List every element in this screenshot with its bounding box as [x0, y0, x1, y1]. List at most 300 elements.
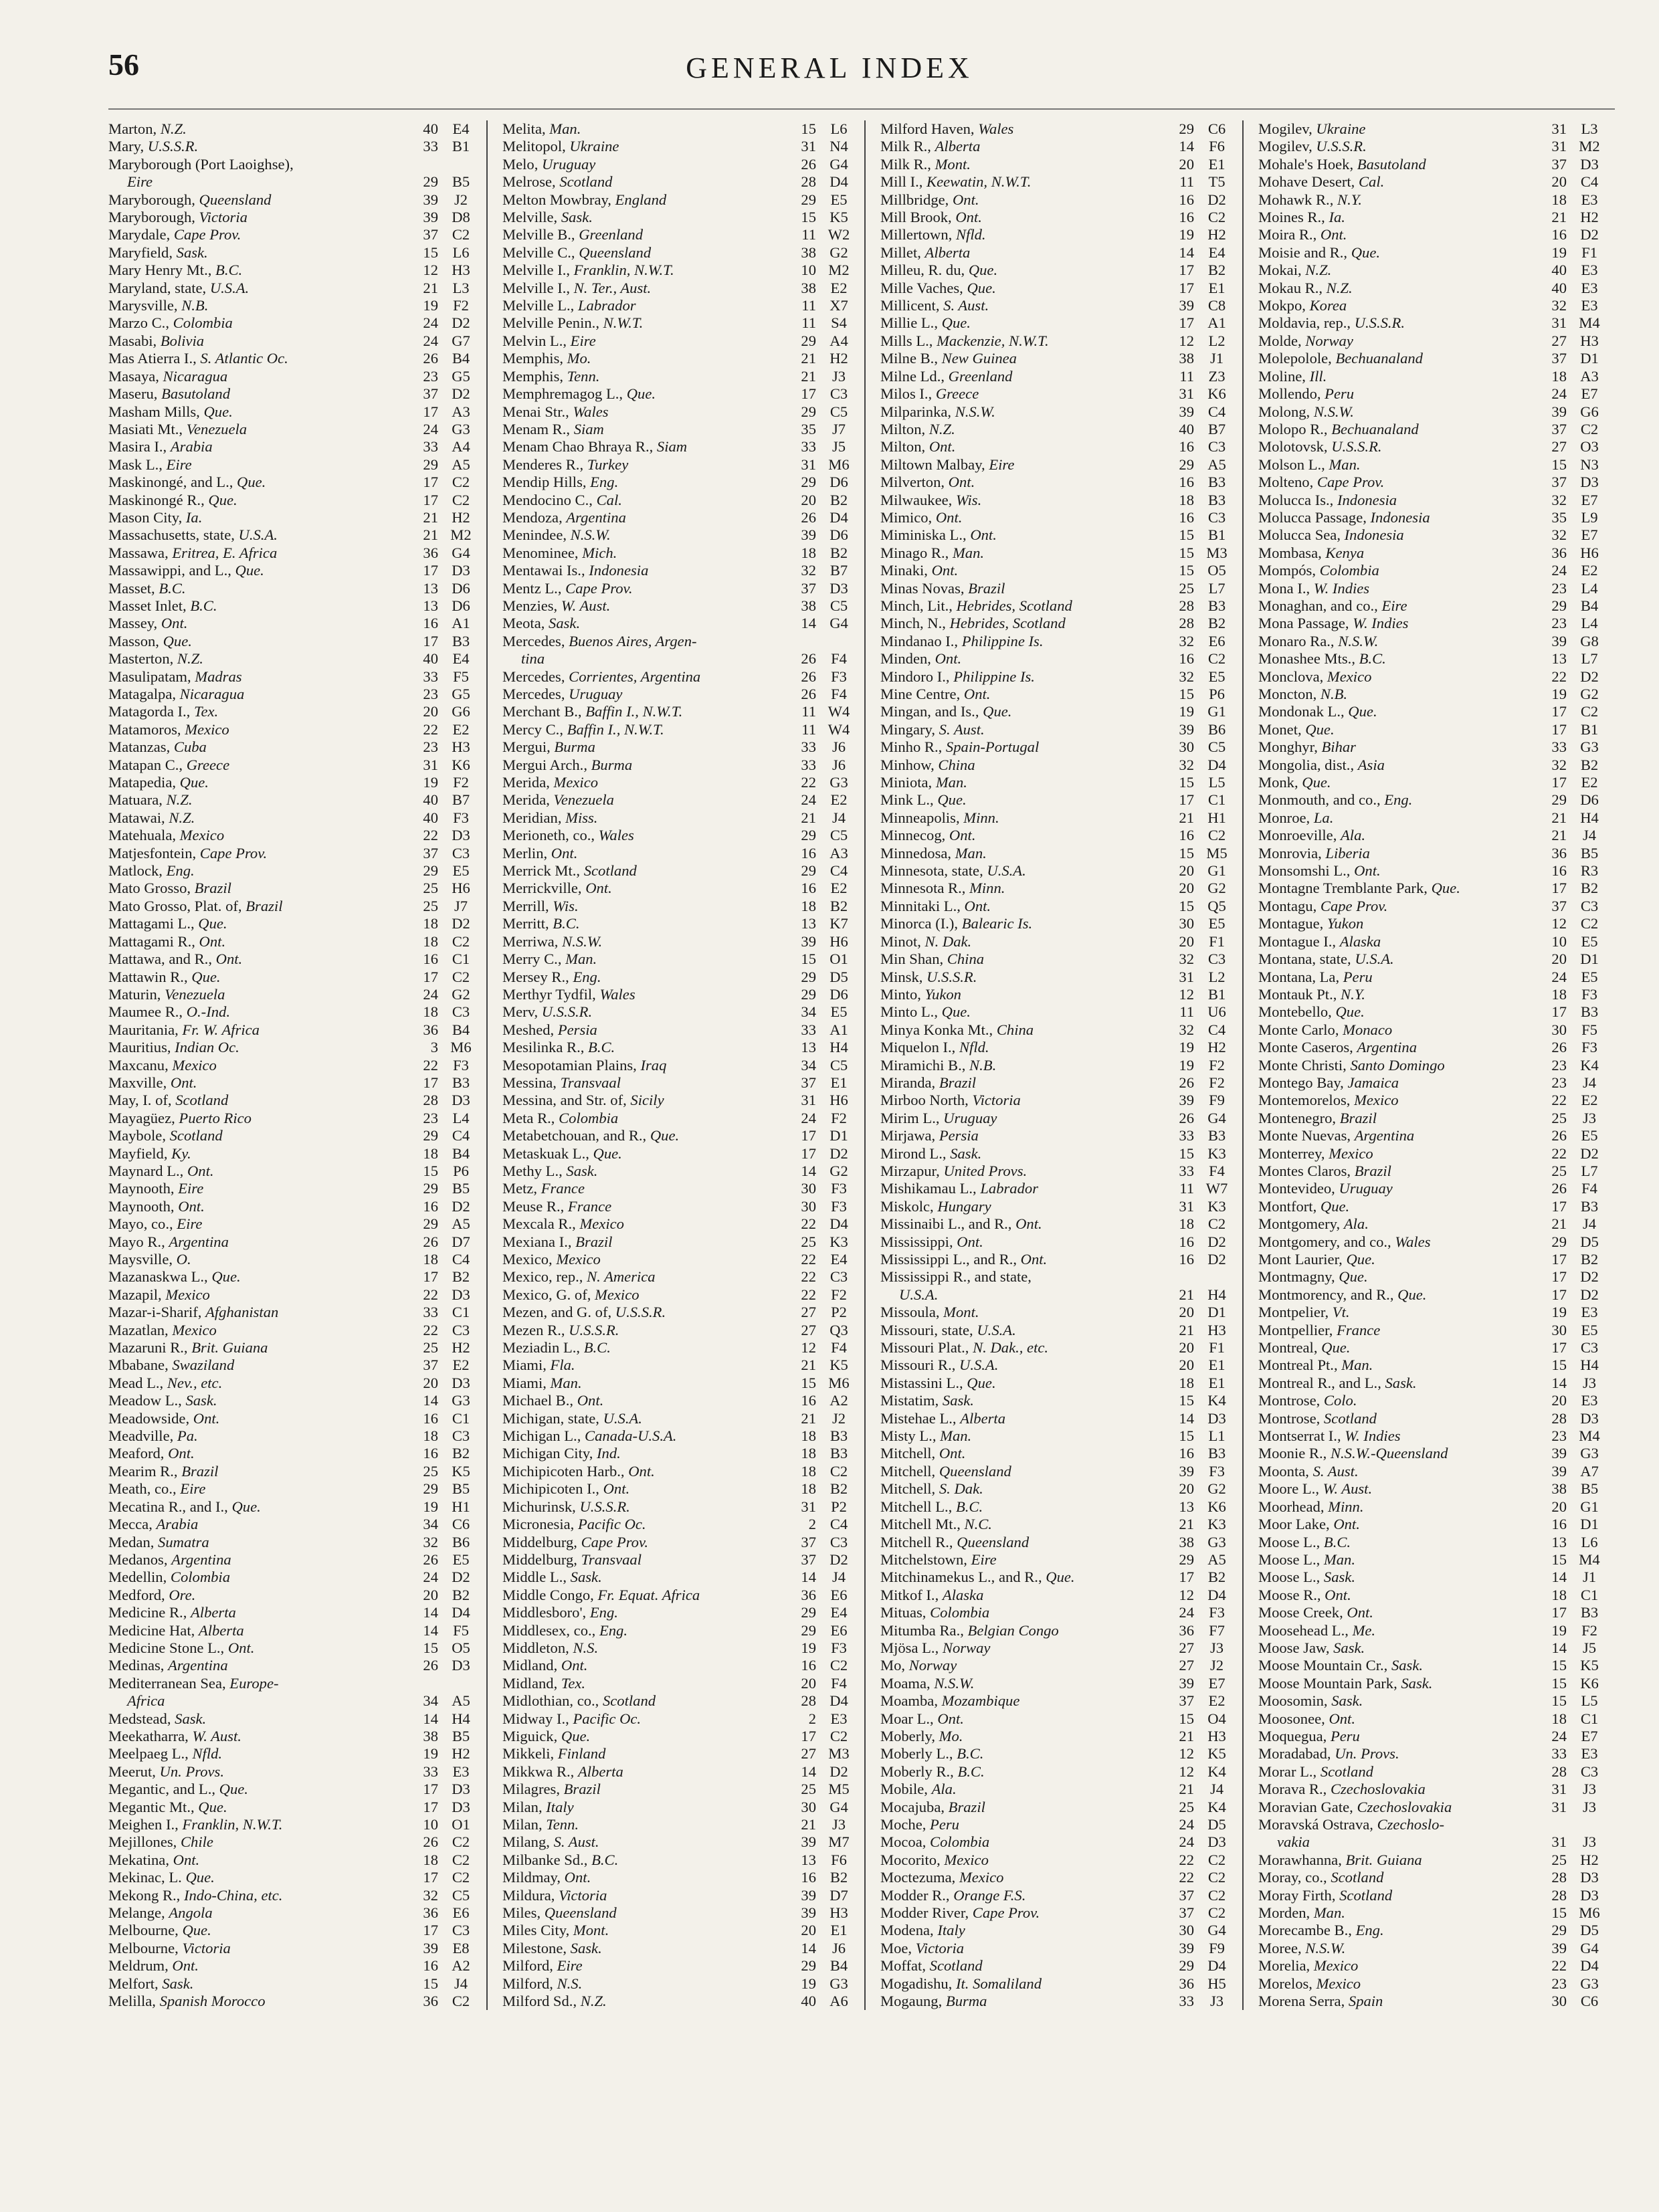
entry-region: Queensland: [544, 1904, 617, 1922]
entry-grid-ref: M6: [450, 1039, 472, 1056]
index-entry: [108, 809, 481, 827]
entry-place: Mississippi,: [880, 1233, 957, 1250]
entry-page: 33: [423, 1304, 438, 1321]
entry-page: 27: [1179, 1639, 1194, 1656]
index-entry: [108, 738, 481, 756]
entry-place: Minaki,: [880, 562, 932, 579]
entry-page: 20: [1551, 950, 1567, 968]
entry-name: [502, 1463, 785, 1480]
entry-grid-ref: D2: [1580, 668, 1599, 685]
entry-place: Milk R.,: [880, 138, 935, 155]
entry-grid-ref: C1: [1580, 1710, 1599, 1727]
index-entry: [1258, 1092, 1609, 1109]
entry-name: [880, 580, 1163, 597]
entry-page: 19: [1179, 1056, 1194, 1074]
entry-grid-ref: D6: [1580, 791, 1599, 809]
entry-name: [502, 650, 785, 668]
entry-place: Mazapil,: [108, 1286, 166, 1303]
entry-name: [108, 1498, 407, 1516]
index-entry: [880, 1887, 1237, 1904]
index-entry: [880, 738, 1237, 756]
entry-page: 39: [1179, 403, 1194, 420]
entry-page: 14: [1551, 1639, 1567, 1656]
entry-place: Morava R.,: [1258, 1781, 1331, 1798]
entry-page: 11: [1179, 367, 1194, 385]
entry-grid-ref: C5: [830, 597, 848, 614]
entry-region: N.S.W.: [1305, 1939, 1346, 1956]
entry-grid-ref: F9: [1209, 1092, 1225, 1109]
entry-page: 11: [801, 314, 816, 332]
entry-name: [502, 597, 785, 615]
entry-place: Maseru,: [108, 385, 162, 403]
entry-region: Wis.: [955, 491, 982, 508]
index-entry: [1258, 1021, 1609, 1039]
entry-region: Uruguay: [569, 686, 623, 702]
entry-name: [1258, 1392, 1536, 1409]
entry-place: Mediterranean Sea,: [108, 1674, 230, 1692]
entry-region: Yukon: [924, 985, 961, 1003]
entry-name: [1258, 262, 1536, 279]
entry-place: Mesopotamian Plains,: [502, 1056, 641, 1074]
entry-region: Man.: [549, 120, 581, 137]
index-entry: [502, 986, 859, 1003]
index-entry: [1258, 526, 1609, 544]
entry-page: 15: [1551, 1550, 1567, 1568]
index-entry: [1258, 403, 1609, 421]
entry-place: Maskinongé R.,: [108, 491, 209, 508]
entry-region: Que.: [937, 791, 967, 809]
entry-name: [502, 138, 785, 155]
entry-page: 17: [1179, 262, 1194, 279]
index-entry: [108, 1869, 481, 1886]
entry-name: [1258, 597, 1536, 615]
entry-region: Nfld.: [192, 1745, 223, 1763]
entry-name: [880, 933, 1163, 950]
entry-region: Venezuela: [186, 420, 248, 437]
entry-place: Moravská Ostrava,: [1258, 1816, 1377, 1833]
entry-grid-ref: P2: [831, 1304, 847, 1321]
entry-region: Scotland: [1320, 1763, 1373, 1780]
entry-grid-ref: M2: [828, 262, 850, 279]
entry-region: Mo.: [567, 350, 591, 367]
entry-grid-ref: K4: [1207, 1798, 1226, 1815]
entry-page: 17: [1551, 703, 1567, 720]
entry-region: Bihar: [1321, 738, 1356, 756]
entry-grid-ref: H2: [1207, 1039, 1226, 1056]
entry-region: U.S.A.: [987, 862, 1026, 880]
entry-page: 22: [801, 1268, 816, 1286]
index-entry: [1258, 332, 1609, 350]
index-entry: [1258, 862, 1609, 880]
entry-place: Monsomshi L.,: [1258, 862, 1355, 880]
index-entry: [880, 1445, 1237, 1462]
index-entry: [880, 244, 1237, 262]
entry-grid-ref: D3: [1207, 1409, 1226, 1427]
entry-name: [108, 1198, 407, 1215]
entry-place: Minago R.,: [880, 544, 953, 561]
index-entry: [108, 1657, 481, 1674]
entry-name: [880, 1127, 1163, 1144]
entry-name: [502, 314, 785, 332]
entry-name: [880, 332, 1163, 350]
entry-region: Keewatin, N.W.T.: [926, 173, 1032, 191]
entry-place: Moffat,: [880, 1957, 930, 1975]
index-column-2: [486, 120, 864, 2010]
entry-place: Merioneth, co.,: [502, 827, 599, 844]
entry-name: [1258, 1728, 1536, 1745]
entry-grid-ref: J7: [454, 897, 468, 914]
entry-name: [1258, 1074, 1536, 1092]
index-entry: [880, 1251, 1237, 1268]
entry-place: Monghyr,: [1258, 738, 1322, 756]
entry-place: Mitchelstown,: [880, 1550, 971, 1568]
index-entry: [108, 1851, 481, 1869]
entry-place: Mercy C.,: [502, 720, 567, 738]
index-entry: [108, 332, 481, 350]
entry-place: Montpellier,: [1258, 1321, 1337, 1338]
entry-place: Metaskuak L.,: [502, 1144, 593, 1162]
entry-place: Melita,: [502, 120, 550, 137]
entry-page: 29: [1179, 1957, 1194, 1975]
entry-place: Molson L.,: [1258, 456, 1329, 473]
entry-place: Middelburg,: [502, 1533, 581, 1550]
index-entry: [1258, 1904, 1609, 1922]
entry-place: Milford,: [502, 1957, 557, 1975]
entry-name: [502, 615, 785, 632]
entry-region: Colo.: [1323, 1392, 1357, 1409]
entry-grid-ref: A5: [452, 1692, 470, 1710]
entry-region: Ukraine: [1316, 120, 1366, 137]
entry-page: 20: [423, 703, 438, 720]
entry-grid-ref: D3: [1580, 1409, 1599, 1427]
index-entry: [108, 1833, 481, 1851]
entry-region: U.S.S.R.: [1354, 314, 1405, 332]
entry-page: 36: [423, 1904, 438, 1922]
index-entry: [880, 421, 1237, 438]
entry-grid-ref: F3: [831, 1180, 847, 1197]
entry-name: [1258, 633, 1536, 650]
entry-place: Mendip Hills,: [502, 474, 591, 491]
entry-grid-ref: D3: [452, 827, 470, 844]
entry-name: [108, 1675, 407, 1692]
entry-grid-ref: D6: [830, 526, 848, 544]
entry-place: Matagalpa,: [108, 686, 180, 702]
entry-grid-ref: F2: [831, 1109, 847, 1126]
entry-grid-ref: O1: [452, 1816, 470, 1833]
entry-region: Scotland: [583, 862, 637, 880]
entry-page: 26: [1179, 1109, 1194, 1126]
entry-region: Alberta: [198, 1621, 244, 1639]
entry-region: Chile: [180, 1833, 213, 1851]
entry-page: 16: [1551, 862, 1567, 880]
entry-name: [1258, 1427, 1536, 1445]
entry-page: 28: [423, 1092, 438, 1109]
entry-name: [1258, 1833, 1536, 1851]
entry-name: [502, 950, 785, 968]
entry-grid-ref: H2: [452, 1745, 470, 1763]
entry-place: Mine Centre,: [880, 686, 964, 702]
entry-name: [1258, 1622, 1536, 1639]
entry-place: Moama,: [880, 1674, 935, 1692]
entry-region: Czechoslo-: [1377, 1816, 1444, 1833]
entry-grid-ref: P2: [831, 1498, 847, 1515]
entry-grid-ref: B7: [1207, 420, 1226, 437]
entry-name: [108, 1286, 407, 1304]
index-entry: [502, 1657, 859, 1674]
entry-page: 29: [801, 1604, 816, 1621]
entry-place: Montebello,: [1258, 1003, 1336, 1021]
entry-page: 16: [801, 880, 816, 897]
entry-region: Cape Prov.: [581, 1533, 648, 1550]
entry-page: 11: [1179, 1003, 1194, 1021]
entry-grid-ref: C3: [452, 1003, 470, 1021]
index-entry: [880, 986, 1237, 1003]
entry-grid-ref: D3: [452, 1092, 470, 1109]
index-entry: [1258, 120, 1609, 138]
entry-grid-ref: F3: [1209, 1604, 1225, 1621]
entry-name: [502, 1163, 785, 1180]
entry-region: Colombia: [173, 314, 233, 332]
entry-region: Burma: [945, 1993, 987, 2010]
index-entry: [1258, 969, 1609, 986]
entry-region: Fla.: [550, 1356, 575, 1374]
entry-place: Mindoro I.,: [880, 668, 954, 685]
entry-name: [502, 1304, 785, 1321]
index-entry: [502, 1728, 859, 1745]
index-entry: [108, 1957, 481, 1975]
entry-place: Mirond L.,: [880, 1144, 951, 1162]
entry-name: [502, 526, 785, 544]
entry-name: [108, 332, 407, 350]
index-entry: [108, 1110, 481, 1127]
entry-region: S. Aust.: [943, 297, 989, 314]
entry-page: 19: [423, 774, 438, 791]
entry-name: [108, 827, 407, 844]
entry-place: Melo,: [502, 155, 542, 173]
entry-region: Europe-: [229, 1674, 279, 1692]
entry-place: Meziadin L.,: [502, 1339, 584, 1356]
entry-name: [880, 880, 1163, 897]
entry-place: Moe,: [880, 1939, 916, 1956]
entry-place: Monroe,: [1258, 809, 1314, 826]
entry-page: 18: [423, 932, 438, 950]
index-entry: [108, 1516, 481, 1533]
index-entry: [502, 1692, 859, 1710]
index-entry: [108, 986, 481, 1003]
entry-page: 15: [1179, 544, 1194, 561]
entry-region: N. Ter., Aust.: [573, 279, 652, 296]
entry-page: 39: [801, 932, 816, 950]
entry-page: 33: [1551, 738, 1567, 756]
entry-region: Que.: [1305, 720, 1335, 738]
entry-region: Mexico: [579, 1215, 624, 1233]
entry-name: [1258, 686, 1536, 703]
entry-name: [1258, 1534, 1536, 1551]
entry-name: [880, 845, 1163, 862]
entry-page: 15: [1179, 562, 1194, 579]
entry-region: Tex.: [561, 1674, 586, 1692]
entry-name: [108, 615, 407, 632]
index-entry: [502, 332, 859, 350]
entry-place: Mitchell R.,: [880, 1533, 957, 1550]
entry-place: Maumee R.,: [108, 1003, 187, 1021]
index-entry: [502, 280, 859, 297]
index-entry: [1258, 1251, 1609, 1268]
entry-grid-ref: J3: [832, 367, 846, 385]
entry-page: 12: [1179, 1763, 1194, 1780]
entry-place: Mona I.,: [1258, 579, 1314, 597]
entry-page: 37: [801, 1533, 816, 1550]
entry-name: [880, 1163, 1163, 1180]
index-entry: [880, 314, 1237, 332]
entry-place: Minnecog,: [880, 827, 949, 844]
entry-region: Transvaal: [560, 1074, 621, 1091]
entry-name: [1258, 1745, 1536, 1763]
entry-grid-ref: B3: [1207, 1445, 1226, 1462]
entry-region: Scotland: [175, 1092, 229, 1109]
entry-place: Monashee Mts.,: [1258, 650, 1359, 668]
entry-page: 26: [423, 1550, 438, 1568]
entry-region: B.C.: [190, 597, 217, 614]
entry-name: [502, 1957, 785, 1975]
entry-place: Milford,: [502, 1975, 557, 1992]
entry-region: China: [938, 756, 975, 773]
index-entry: [502, 1869, 859, 1886]
entry-region: U.S.S.R.: [147, 138, 199, 155]
entry-region: Ont.: [193, 1409, 220, 1427]
entry-name: [1258, 1675, 1536, 1692]
entry-page: 32: [1179, 950, 1194, 968]
index-entry: [502, 1268, 859, 1286]
entry-place: Matlock,: [108, 862, 167, 880]
entry-name: [108, 191, 407, 209]
entry-grid-ref: D1: [1580, 350, 1599, 367]
entry-place: Medan,: [108, 1533, 159, 1550]
entry-page: 28: [1179, 597, 1194, 614]
index-entry: [1258, 156, 1609, 173]
entry-name: [108, 597, 407, 615]
entry-name: [880, 791, 1163, 809]
entry-page: 30: [1179, 915, 1194, 932]
entry-name: [502, 1375, 785, 1392]
entry-name: [1258, 880, 1536, 897]
index-entry: [880, 509, 1237, 526]
entry-region: W. Aust.: [561, 597, 611, 614]
entry-grid-ref: E5: [452, 1550, 470, 1568]
entry-place: Mitchell Mt.,: [880, 1516, 965, 1533]
entry-place: Miramichi B.,: [880, 1056, 970, 1074]
entry-name: [880, 1480, 1163, 1498]
index-entry: [502, 791, 859, 809]
entry-page: 24: [801, 791, 816, 809]
index-entry: [880, 280, 1237, 297]
entry-page: 32: [1179, 632, 1194, 649]
entry-grid-ref: G7: [452, 332, 470, 349]
entry-grid-ref: A4: [452, 438, 470, 456]
entry-grid-ref: E2: [830, 880, 848, 897]
entry-grid-ref: B4: [452, 1021, 470, 1038]
entry-name: [880, 1781, 1163, 1798]
entry-region: Argentina: [171, 1550, 231, 1568]
entry-name: [108, 969, 407, 986]
entry-place: Minnesota, state,: [880, 862, 987, 880]
entry-grid-ref: F5: [453, 1621, 469, 1639]
entry-grid-ref: D2: [452, 385, 470, 403]
entry-name: [1258, 1304, 1536, 1321]
entry-page: 29: [801, 985, 816, 1003]
entry-name: [502, 1675, 785, 1692]
entry-page: 26: [423, 1233, 438, 1250]
entry-region: Queensland: [199, 191, 272, 208]
entry-page: 17: [801, 1127, 816, 1144]
entry-grid-ref: B5: [452, 1180, 470, 1197]
index-entry: [1258, 1180, 1609, 1197]
entry-page: 20: [1179, 155, 1194, 173]
index-entry: [108, 403, 481, 421]
entry-region: Argentina: [168, 1657, 228, 1674]
entry-place: Mingan, and Is.,: [880, 703, 983, 720]
entry-grid-ref: C4: [830, 1516, 848, 1533]
entry-place: Modder River,: [880, 1904, 973, 1922]
entry-place: Menam Chao Bhraya R.,: [502, 438, 657, 456]
entry-grid-ref: J7: [832, 420, 846, 437]
entry-region: N.B.: [1320, 686, 1348, 702]
index-entry: [502, 1851, 859, 1869]
entry-grid-ref: K3: [1207, 1144, 1226, 1162]
entry-page: [407, 1675, 441, 1692]
entry-region: Scotland: [559, 173, 613, 191]
entry-page: 21: [801, 809, 816, 826]
entry-region: Philippine Is.: [953, 668, 1035, 685]
entry-region: Ont.: [577, 1392, 604, 1409]
entry-name: [1258, 1851, 1536, 1869]
entry-page: 29: [423, 1127, 438, 1144]
entry-name: [502, 368, 785, 385]
index-entry: [108, 933, 481, 950]
entry-page: 15: [1551, 1674, 1567, 1692]
entry-region: Sask.: [570, 1939, 602, 1956]
entry-region: Sask.: [185, 1392, 217, 1409]
entry-region: B.C.: [215, 262, 243, 279]
entry-grid-ref: B3: [452, 632, 470, 649]
entry-page: 20: [423, 1586, 438, 1603]
entry-grid-ref: F9: [1209, 1939, 1225, 1956]
entry-grid-ref: F2: [1209, 1074, 1225, 1091]
entry-region: Pa.: [177, 1427, 198, 1445]
entry-place: Moosonee,: [1258, 1710, 1329, 1727]
index-entry: [108, 650, 481, 668]
entry-region: Que.: [185, 1869, 215, 1886]
entry-page: 12: [1179, 985, 1194, 1003]
index-entry: [502, 509, 859, 526]
entry-place: Missouri Plat.,: [880, 1339, 973, 1356]
entry-name: [880, 969, 1163, 986]
entry-region: Scotland: [1323, 1409, 1377, 1427]
entry-page: 18: [1551, 191, 1567, 208]
entry-region: Que.: [1348, 703, 1377, 720]
entry-region: Finland: [557, 1745, 606, 1763]
entry-place: Mattawa, and R.,: [108, 950, 216, 968]
entry-page: 30: [1551, 1021, 1567, 1038]
entry-place: Massey,: [108, 615, 161, 632]
entry-grid-ref: M6: [828, 456, 850, 473]
entry-page: 18: [423, 1144, 438, 1162]
index-entry: [880, 757, 1237, 774]
entry-name: [1258, 492, 1536, 509]
entry-page: 22: [423, 1056, 438, 1074]
entry-grid-ref: K4: [1207, 1392, 1226, 1409]
entry-name: [1258, 1516, 1536, 1533]
